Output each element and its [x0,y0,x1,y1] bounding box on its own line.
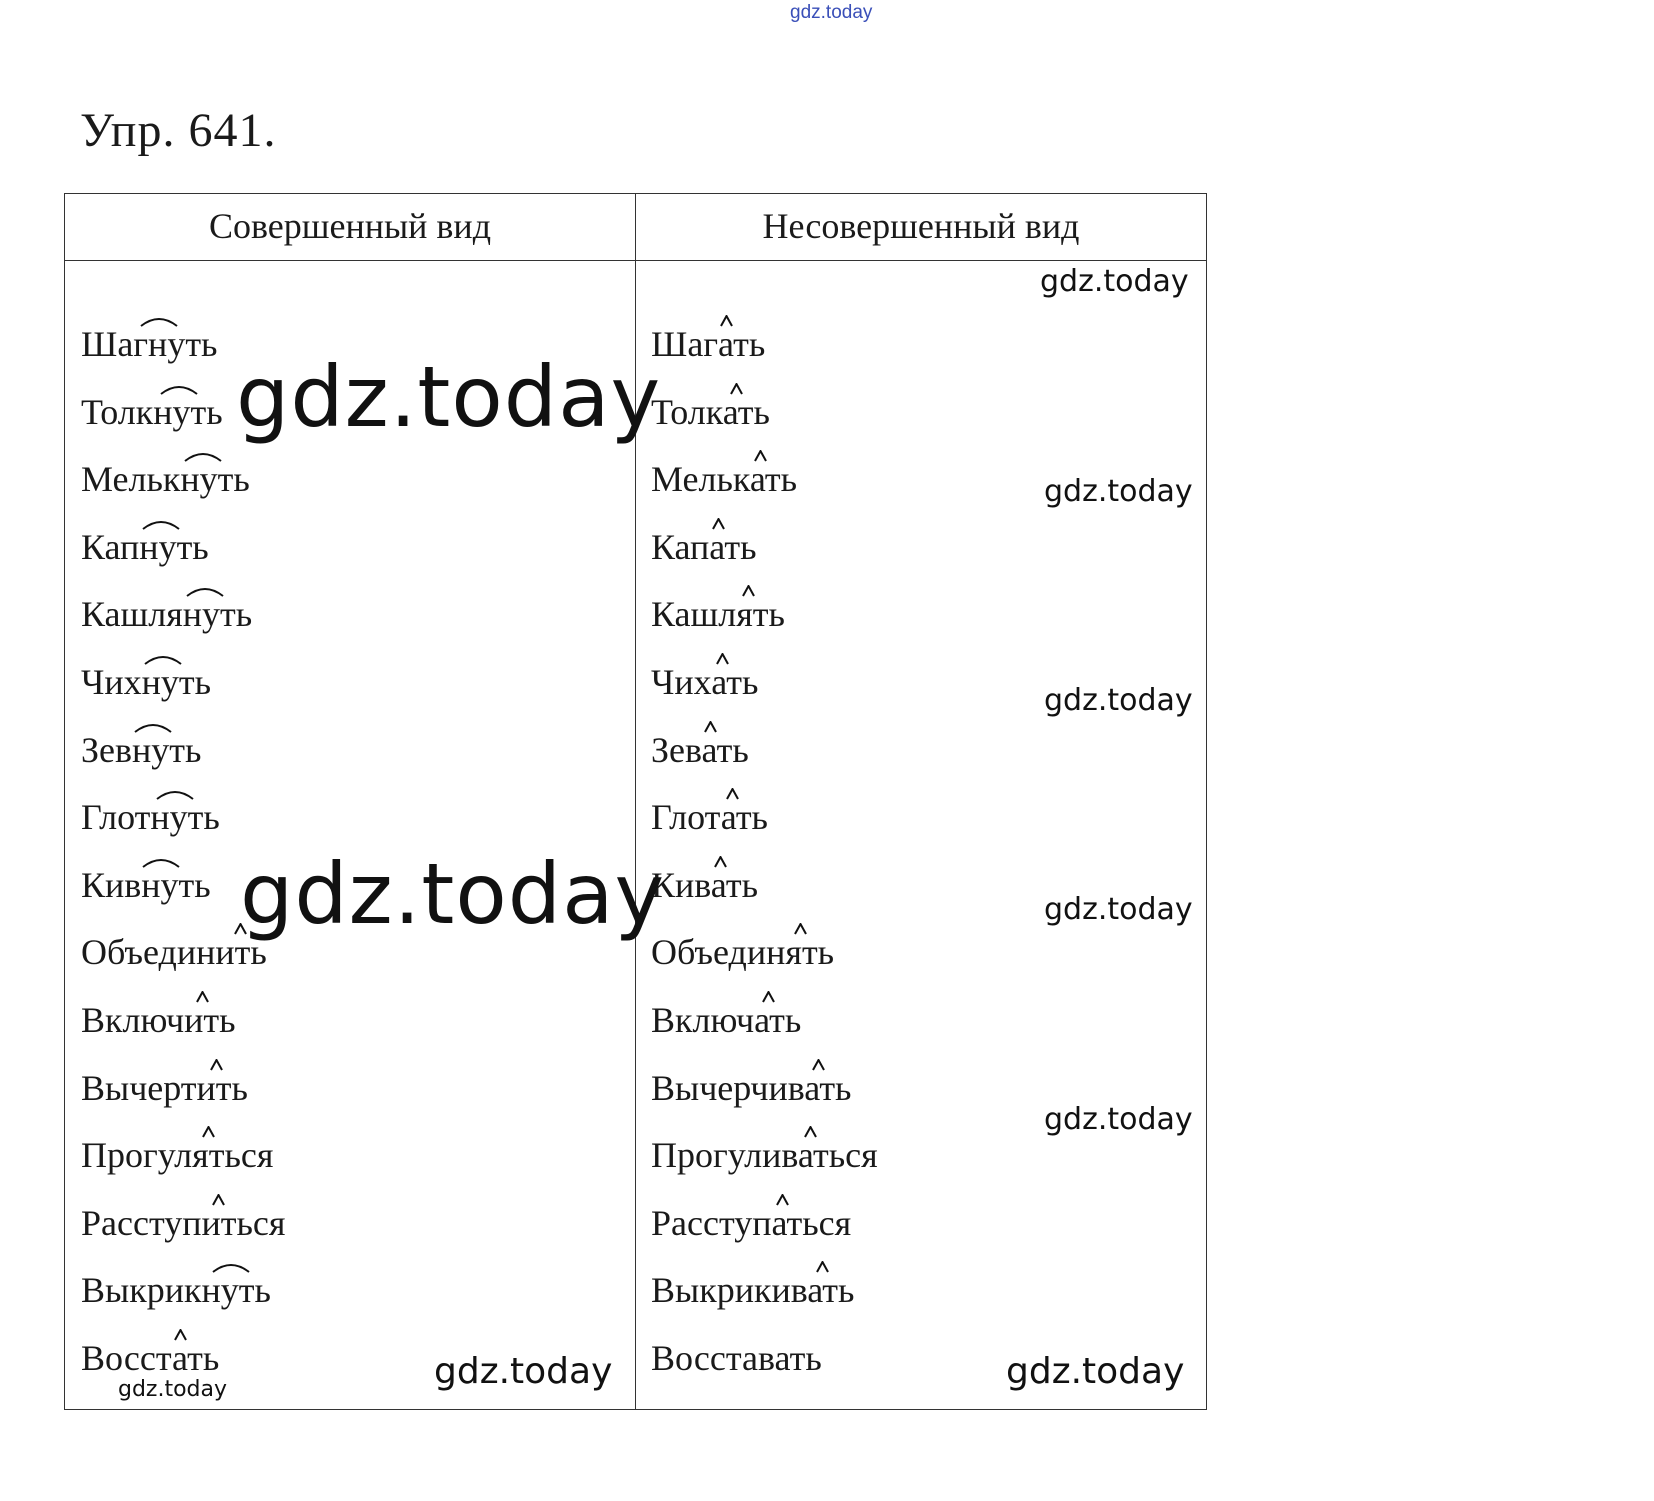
verb-text: Глотать [651,797,768,838]
watermark-text: gdz.today [1044,1102,1193,1137]
watermark-text: gdz.today [1044,892,1193,927]
verb-text: Вычертить [81,1067,248,1108]
imperfective-verb [651,1257,878,1325]
verb-text: Мелькнуть [81,459,250,500]
verb-text: Расступаться [651,1202,852,1243]
header-imperfective: Несовершенный вид [762,206,1080,246]
watermark-text: gdz.today [236,348,662,446]
watermark-text: gdz.today [1040,264,1189,299]
perfective-verb [81,1122,285,1190]
verb-text: Зевать [651,729,749,770]
verb-text: Включать [651,999,802,1040]
imperfective-verb [651,784,878,852]
imperfective-column [651,311,878,1325]
perfective-verb [81,514,285,582]
verb-text: Кивнуть [81,864,211,905]
imperfective-verb [651,852,878,920]
verb-text: Выкрикивать [651,1270,855,1311]
verb-text: Капнуть [81,526,209,567]
verb-text: Объединять [651,932,835,973]
verb-text: Расступиться [81,1202,286,1243]
imperfective-verb [651,1325,822,1393]
perfective-verb [81,1257,285,1325]
perfective-verb [81,987,285,1055]
verb-text: Включить [81,999,236,1040]
imperfective-verb [651,987,878,1055]
imperfective-verb [651,379,878,447]
watermark-text: gdz.today [434,1351,613,1392]
verb-text: Кивать [651,864,758,905]
verb-text: Восстать [81,1337,220,1378]
perfective-verb [81,1190,285,1258]
verb-text: Объединить [81,932,267,973]
imperfective-verb [651,514,878,582]
verb-text: Глотнуть [81,797,220,838]
verb-text: Шагать [651,324,766,364]
verb-text: Кашлять [651,594,785,635]
perfective-verb [81,446,285,514]
verb-text: Шагнуть [81,324,218,364]
top-source-watermark: gdz.today [790,2,873,23]
imperfective-verb [651,919,878,987]
imperfective-verb [651,311,878,379]
imperfective-verb [651,581,878,649]
verb-text: Выкрикнуть [81,1270,271,1311]
perfective-verb [81,784,285,852]
watermark-text: gdz.today [240,845,666,943]
perfective-verb [81,1055,285,1123]
verb-text: Восставать [651,1338,822,1378]
verb-text: Прогуляться [81,1135,274,1176]
watermark-text: gdz.today [1044,683,1193,718]
header-divider [65,260,1206,261]
perfective-verb [81,649,285,717]
verb-text: Зевнуть [81,729,202,770]
verb-text: Чихнуть [81,661,212,702]
verb-text: Чихать [651,661,759,702]
imperfective-verb [651,446,878,514]
imperfective-verb [651,649,878,717]
verb-text: Капать [651,526,757,567]
verb-text: Толкнуть [81,391,223,432]
perfective-verb [81,581,285,649]
perfective-verb [81,717,285,785]
verb-text: Вычерчивать [651,1067,852,1108]
verb-text: Толкать [651,391,770,432]
imperfective-verb [651,1190,878,1258]
imperfective-verb [651,1055,878,1123]
imperfective-verb [651,1122,878,1190]
watermark-text: gdz.today [1006,1351,1185,1392]
watermark-text: gdz.today [118,1377,228,1402]
header-perfective: Совершенный вид [208,206,492,246]
watermark-text: gdz.today [1044,474,1193,509]
verb-text: Кашлянуть [81,594,253,635]
exercise-title: Упр. 641. [80,104,277,157]
imperfective-verb [651,717,878,785]
verb-text: Прогуливаться [651,1135,878,1176]
verb-text: Мелькать [651,459,798,500]
